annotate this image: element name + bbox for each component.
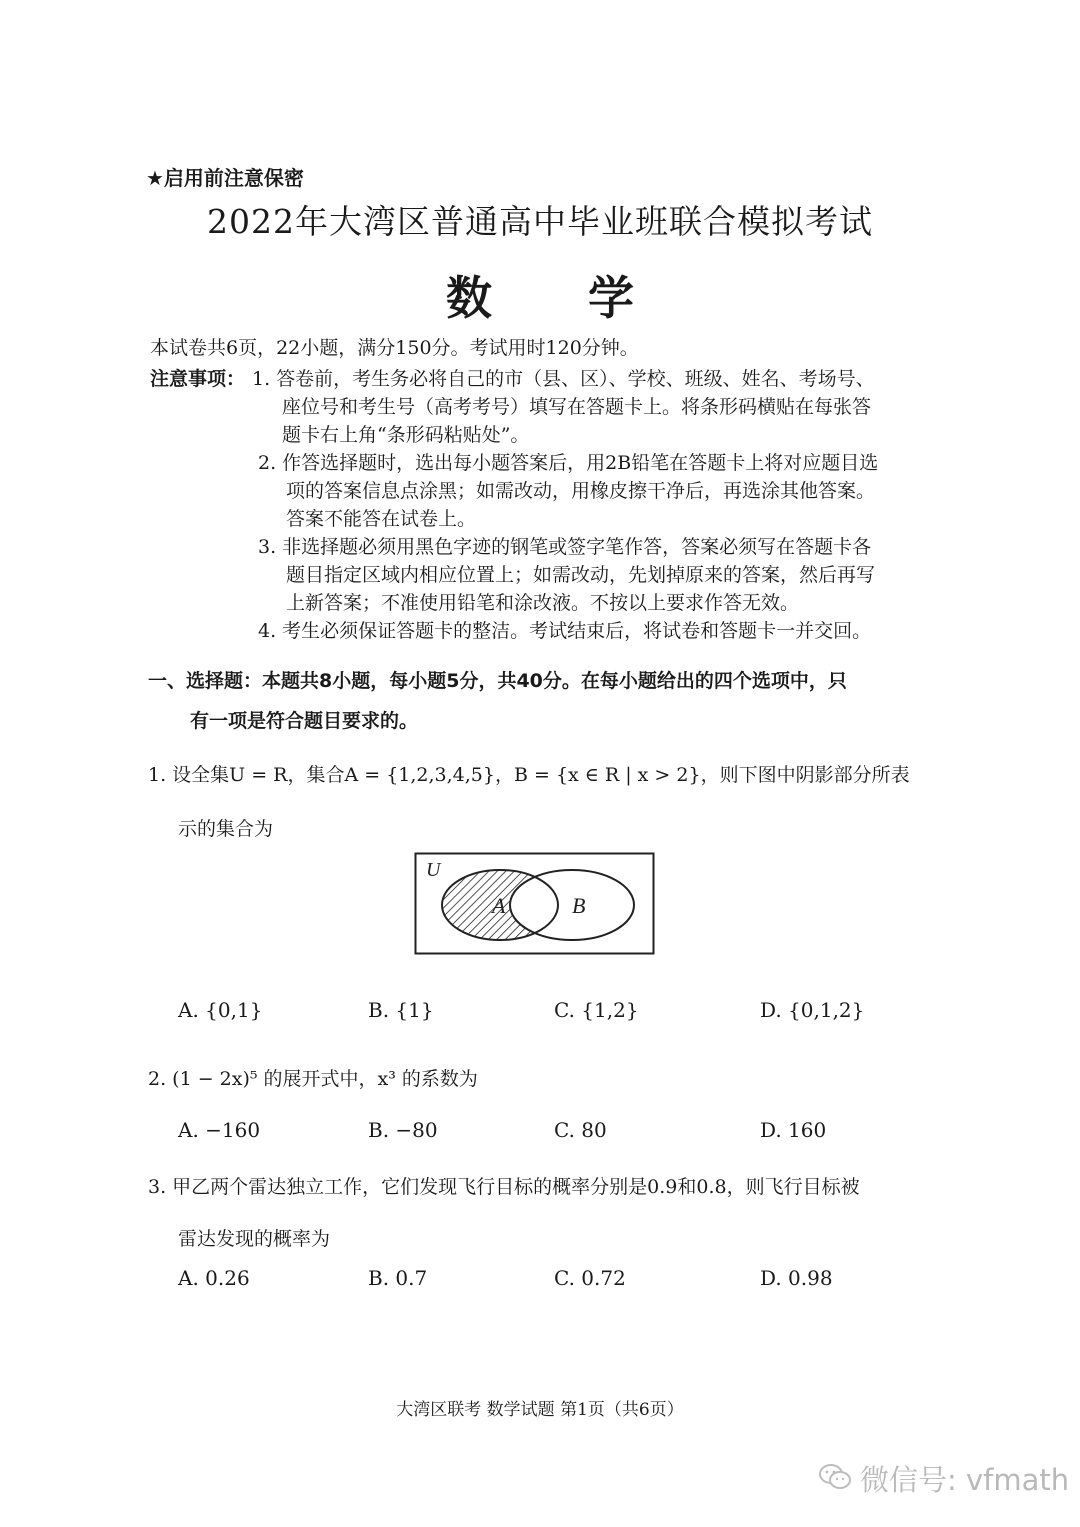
q3-option-a: A. 0.26 [178, 1266, 250, 1290]
question-1-stem-cont: 示的集合为 [178, 818, 274, 840]
q1-option-d: D. {0,1,2} [760, 998, 865, 1022]
q2-option-c: C. 80 [554, 1118, 607, 1142]
q3-option-d: D. 0.98 [760, 1266, 833, 1290]
label-u: U [426, 859, 441, 881]
section-title-cont: 有一项是符合题目要求的。 [190, 710, 419, 732]
notice-line: 题卡右上角“条形码粘贴处”。 [282, 424, 530, 446]
q2-option-a: A. −160 [178, 1118, 261, 1142]
notice-line: 答案不能答在试卷上。 [286, 508, 477, 530]
q1-option-a: A. {0,1} [178, 998, 263, 1022]
question-1-stem: 1. 设全集U = R，集合A = {1,2,3,4,5}，B = {x ∈ R | x > 2}，则下图中阴影部分所表 [148, 764, 910, 786]
question-3-stem: 3. 甲乙两个雷达独立工作，它们发现飞行目标的概率分别是0.9和0.8，则飞行目标被 [148, 1176, 860, 1198]
page-footer: 大湾区联考 数学试题 第1页（共6页） [396, 1400, 684, 1420]
venn-diagram [414, 852, 656, 956]
q3-option-c: C. 0.72 [554, 1266, 626, 1290]
q2-option-d: D. 160 [760, 1118, 827, 1142]
exam-title: 2022年大湾区普通高中毕业班联合模拟考试 [207, 202, 873, 241]
notice-line: 题目指定区域内相应位置上；如需改动，先划掉原来的答案，然后再写 [286, 564, 876, 586]
notice-item-3: 3. 非选择题必须用黑色字迹的钢笔或签字笔作答，答案必须写在答题卡各 [258, 536, 872, 558]
notice-item-4: 4. 考生必须保证答题卡的整洁。考试结束后，将试卷和答题卡一并交回。 [258, 620, 872, 642]
q3-option-b: B. 0.7 [368, 1266, 428, 1290]
notice-label: 注意事项： [150, 368, 246, 390]
label-b: B [572, 893, 586, 918]
wechat-icon [818, 1462, 852, 1492]
section-title: 一、选择题：本题共8小题，每小题5分，共40分。在每小题给出的四个选项中，只 [148, 670, 847, 692]
subject-title: 数 学 [445, 271, 674, 325]
confidential-notice: ★启用前注意保密 [146, 166, 304, 190]
watermark: 微信号: vfmath [860, 1463, 1070, 1497]
q1-option-b: B. {1} [368, 998, 434, 1022]
question-2-stem: 2. (1 − 2x)⁵ 的展开式中，x³ 的系数为 [148, 1068, 478, 1090]
exam-intro: 本试卷共6页，22小题，满分150分。考试用时120分钟。 [150, 337, 639, 359]
notice-item-1: 1. 答卷前，考生务必将自己的市（县、区）、学校、班级、姓名、考场号、 [252, 368, 875, 390]
notice-item-2: 2. 作答选择题时，选出每小题答案后，用2B铅笔在答题卡上将对应题目选 [258, 452, 879, 474]
notice-line: 座位号和考生号（高考考号）填写在答题卡上。将条形码横贴在每张答 [282, 396, 872, 418]
label-a: A [492, 893, 506, 918]
q2-option-b: B. −80 [368, 1118, 438, 1142]
q1-option-c: C. {1,2} [554, 998, 639, 1022]
notice-line: 项的答案信息点涂黑；如需改动，用橡皮擦干净后，再选涂其他答案。 [286, 480, 876, 502]
notice-line: 上新答案；不准使用铅笔和涂改液。不按以上要求作答无效。 [286, 592, 800, 614]
question-3-stem-cont: 雷达发现的概率为 [178, 1228, 331, 1250]
